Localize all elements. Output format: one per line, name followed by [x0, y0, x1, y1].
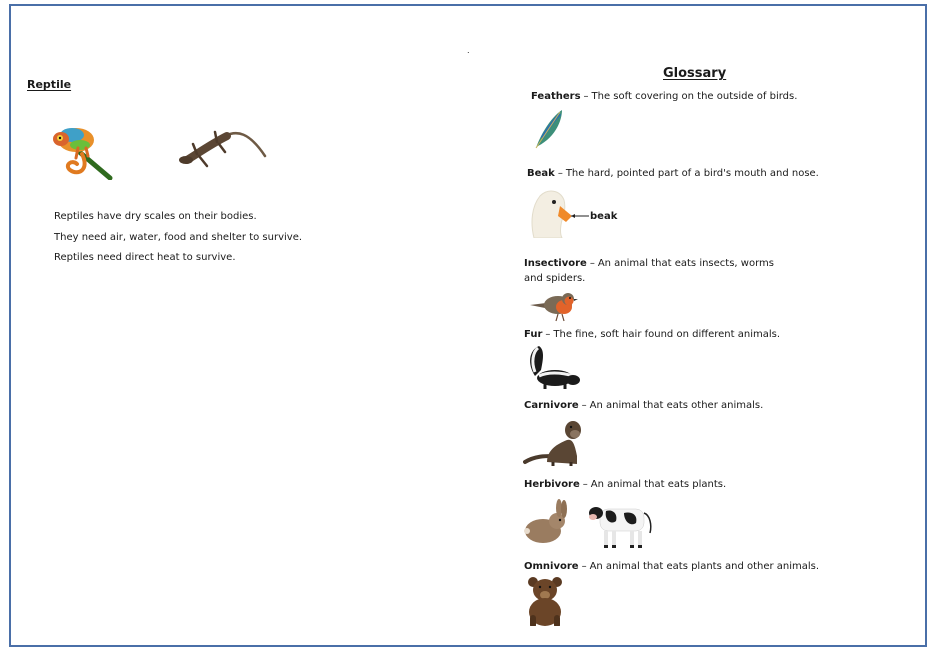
separator: –: [582, 479, 588, 490]
glossary-term: Beak: [527, 168, 555, 179]
glossary-heading: Glossary: [663, 66, 727, 81]
glossary-entry-feathers: [531, 91, 797, 102]
page-mark: .: [467, 46, 470, 55]
otter-image: [523, 416, 587, 468]
glossary-definition: The fine, soft hair found on different animals.: [553, 329, 781, 340]
glossary-term: Fur: [524, 329, 543, 340]
lizard-image: [177, 122, 269, 178]
glossary-definition-continued: and spiders.: [524, 273, 586, 284]
separator: –: [557, 168, 563, 179]
glossary-entry-carnivore: [524, 400, 763, 411]
glossary-term: Herbivore: [524, 479, 580, 490]
robin-image: [528, 287, 580, 323]
bear-image: [523, 574, 567, 626]
rabbit-image: [523, 499, 571, 545]
glossary-definition: An animal that eats insects, worms: [597, 258, 774, 269]
duck-head-image: [526, 186, 592, 238]
glossary-definition: An animal that eats plants.: [590, 479, 727, 490]
glossary-entry-fur: [524, 329, 780, 340]
separator: –: [583, 91, 589, 102]
separator: –: [581, 561, 587, 572]
glossary-definition: The soft covering on the outside of birds.: [591, 91, 798, 102]
feather-image: [532, 108, 566, 150]
glossary-term: Omnivore: [524, 561, 579, 572]
glossary-definition: An animal that eats other animals.: [589, 400, 764, 411]
separator: –: [545, 329, 551, 340]
reptile-paragraph-3: Reptiles need direct heat to survive.: [54, 252, 236, 263]
reptile-paragraph-2: They need air, water, food and shelter to survive.: [54, 232, 303, 243]
separator: –: [581, 400, 587, 411]
glossary-entry-insectivore: [524, 258, 774, 269]
reptile-paragraph-1: Reptiles have dry scales on their bodies.: [54, 211, 257, 222]
glossary-definition: An animal that eats plants and other animals.: [589, 561, 820, 572]
glossary-entry-herbivore: [524, 479, 726, 490]
skunk-image: [525, 344, 581, 390]
beak-label: beak: [590, 211, 618, 222]
glossary-definition: The hard, pointed part of a bird's mouth and nose.: [565, 168, 819, 179]
glossary-entry-omnivore: [524, 561, 819, 572]
glossary-term: Carnivore: [524, 400, 579, 411]
cow-image: [588, 499, 658, 551]
glossary-term: Insectivore: [524, 258, 587, 269]
glossary-entry-beak: [527, 168, 819, 179]
separator: –: [589, 258, 595, 269]
chameleon-image: [52, 118, 118, 180]
glossary-term: Feathers: [531, 91, 581, 102]
reptile-heading: Reptile: [27, 78, 72, 91]
